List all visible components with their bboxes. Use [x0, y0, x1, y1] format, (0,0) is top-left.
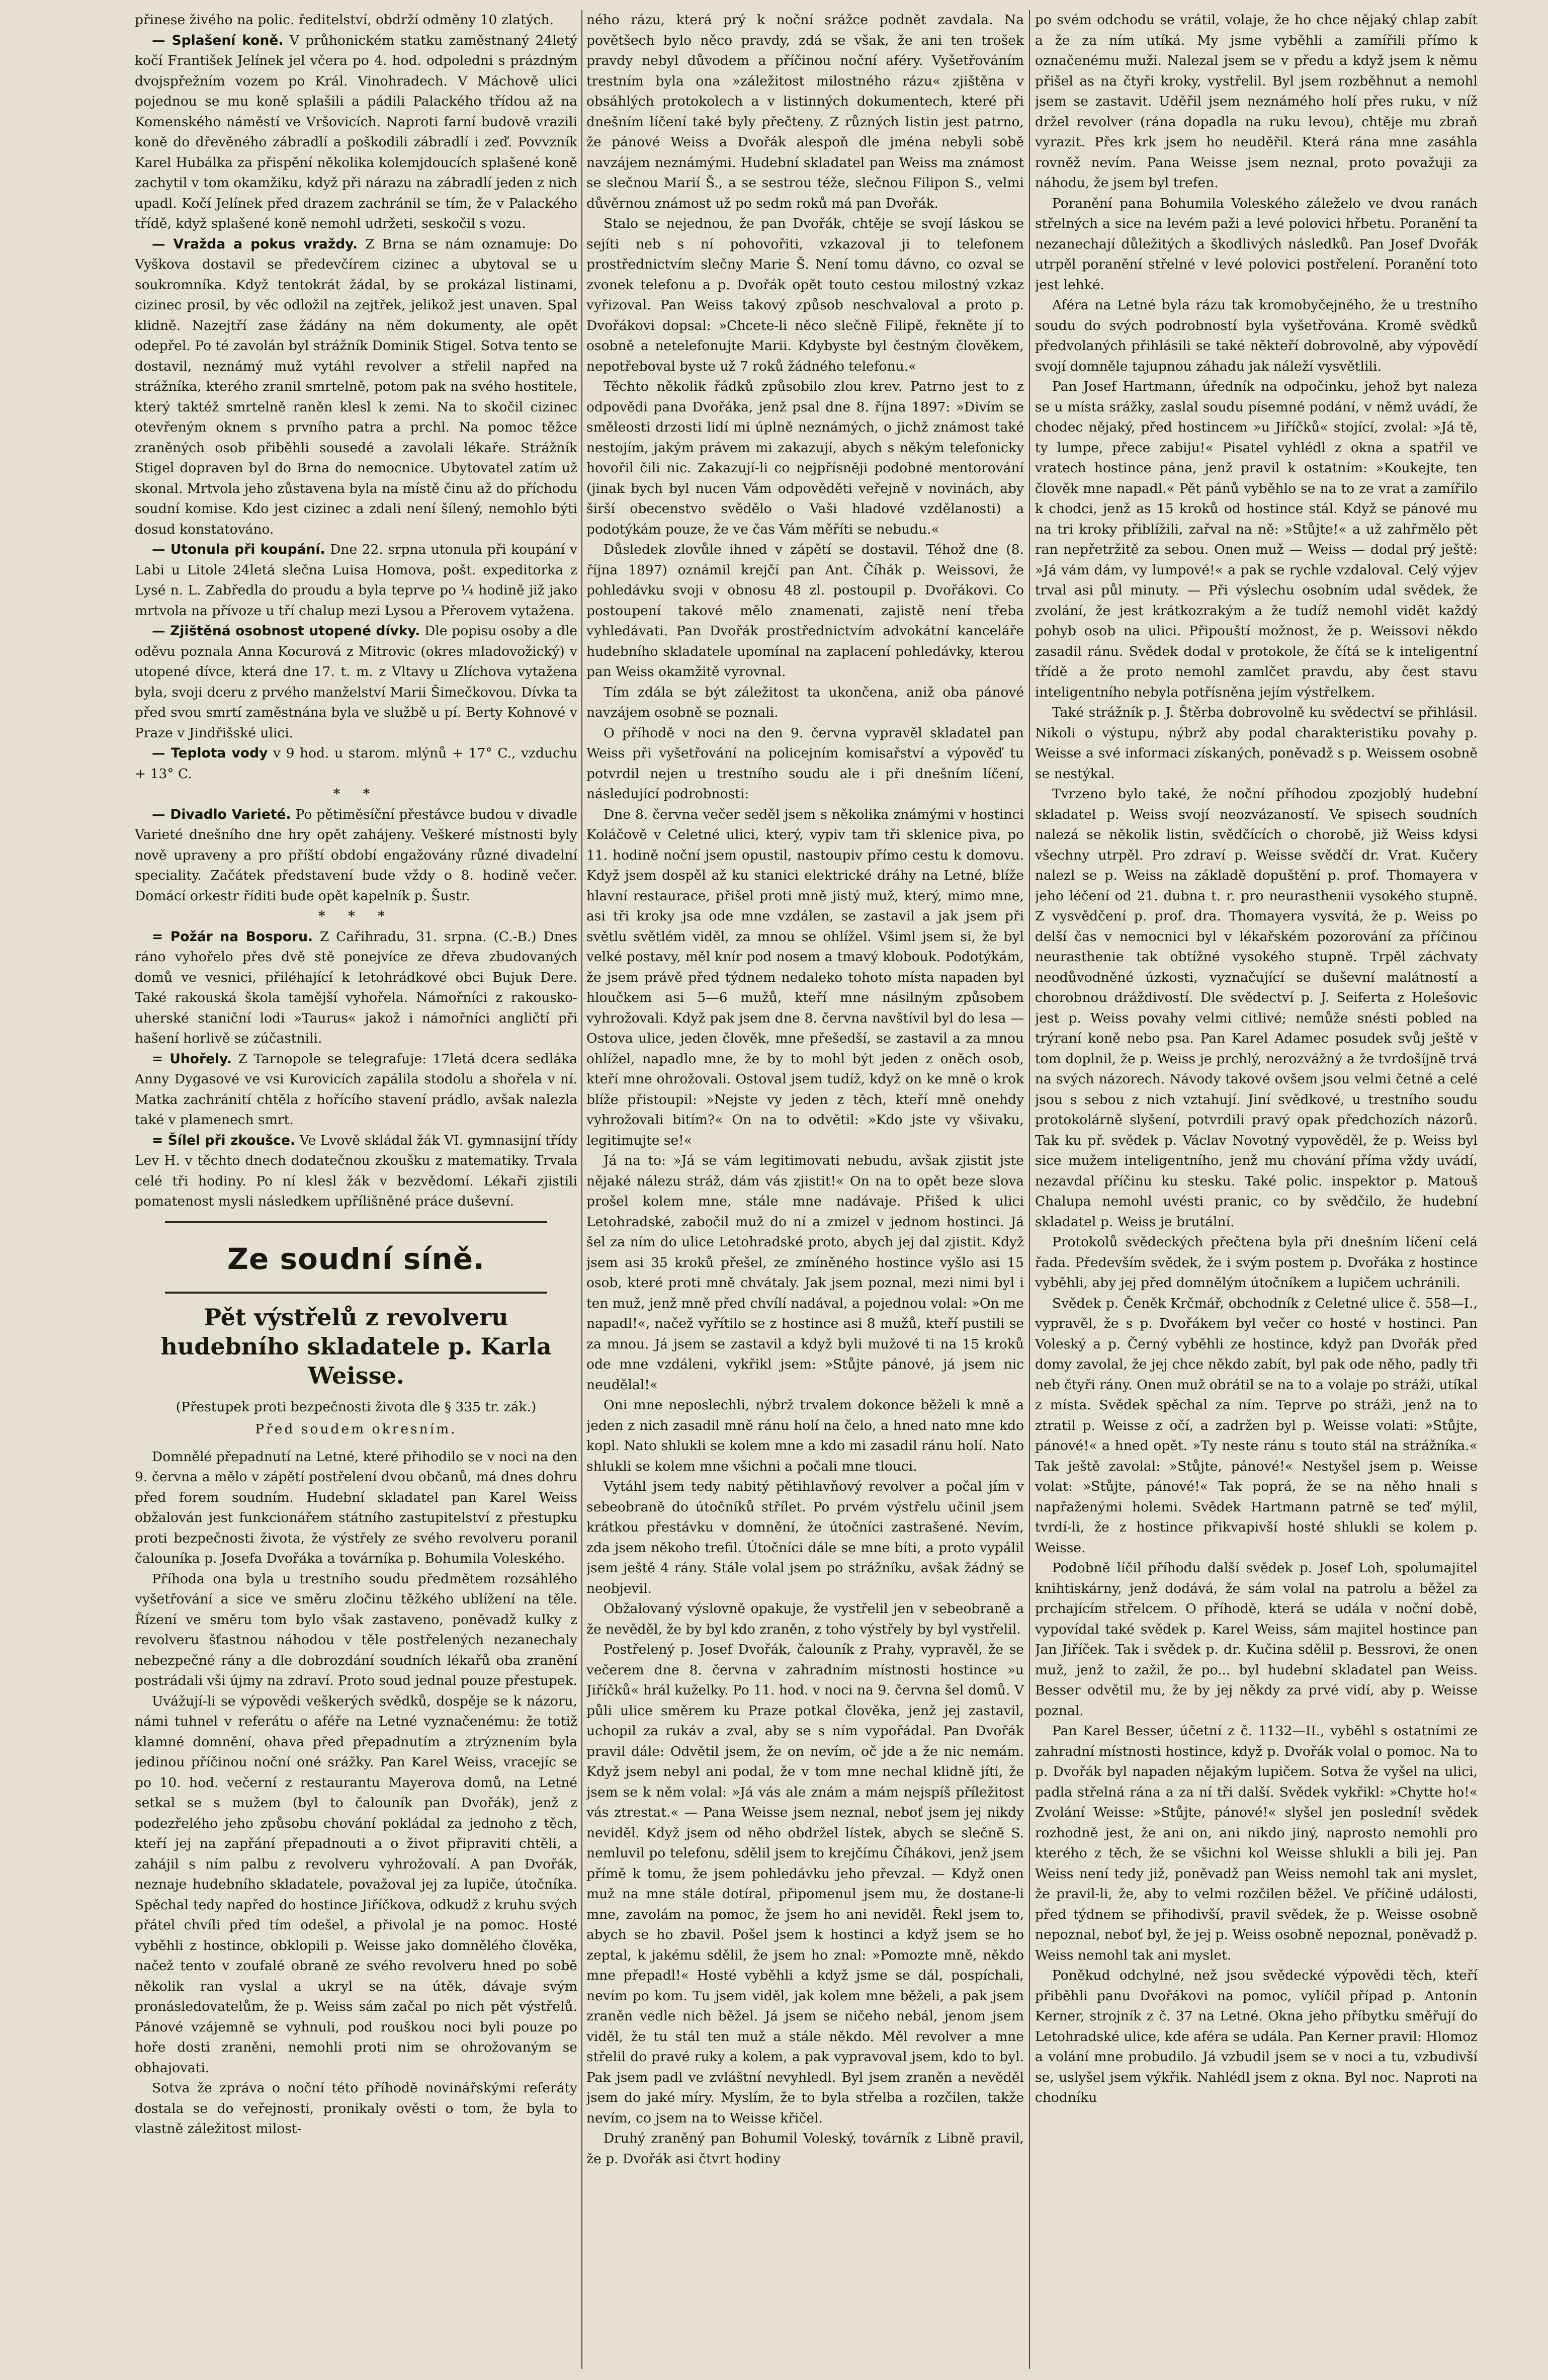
article-paragraph: Stalo se nejednou, že pan Dvořák, chtěje se svojí láskou se sejíti neb s ní pohovořiti, vzkazoval ji to telefonem prostřednictvím slečny Marie Š. Není tomu dávno, co ozval se zvonek telefonu a p. Dvořák opět touto cestou milostný vzkaz vyřizoval. Pan Weiss takový způsob neschvaloval a proto p. Dvořákovi dopsal: »Chcete-li něco slečně Filipě, řekněte jí to osobně a netelefonujte Marii. Kdybyste byl čestným člověkem, nepotřeboval byste už 7 roků žádného telefonu.«: [586, 216, 1024, 374]
news-title: — Divadlo Varieté.: [152, 806, 291, 822]
article-paragraph: Těchto několik řádků způsobilo zlou krev. Patrno jest to z odpovědi pana Dvořáka, jenž psal dne 8. října 1897: »Divím se směleosti drzosti lidí mi úplně neznámých, o jichž známost také nestojím, jakým právem mi zakazují, abych s někým telefonicky hovořil čili nic. Zakazují-li co nejpřísněji podobné mentorování (jinak bych byl nucen Vám odpověděti veřejně v novinách, aby širší obecenstvo svědělo o Vaši hladové vzdělanosti) a podotýkám pouze, že ve čas Vám měříti se nebudu.«: [586, 379, 1024, 537]
news-item-utonula: [135, 540, 577, 621]
news-item-teplota: [135, 743, 577, 784]
news-item-zjistena: [135, 621, 577, 743]
article-paragraph: Sotva že zpráva o noční této příhodě novinářskými referáty dostala se do veřejnosti, pronikaly ověsti o tom, že byla to vlastně záležitost milost-: [135, 2080, 577, 2137]
news-title: — Splašení koně.: [152, 32, 284, 48]
news-text: V průhonickém statku zaměstnaný 24letý kočí František Jelínek jel včera po 4. hod. odpoledni s prázdným dvojspřežním vozem po Král. Vinohradech. V Máchově ulici pojednou se mu koně splašili a pádili Palackého třídou až na Komenského náměstí ve Vršovicích. Naproti farní budově vrazili koně do dřevěného zábradlí a poškodili zábradlí i zeď. Povvzník Karel Hubálka za přispění několika kolemjdoucích splašené koně zachytil v tom okamžiku, když při nárazu na zábradlí jeden z nich upadl. Kočí Jelínek před drazem zachránil se tím, že v Palackého třídě, když splašené koně nemohl udržeti, seskočil s vozu.: [135, 32, 577, 231]
news-text: Z Brna se nám oznamuje: Do Vyškova dostavil se předevčírem cizinec a ubytoval se u soukromníka. Když tentokrát žádal, by se prokázal listinami, cizinec prosil, by věc odložil na zejtřek, jelikož jest unaven. Spal klidně. Nazejtří zase žádány na něm dokumenty, ale opět odepřel. Po té zavolán byl strážník Dominik Stigel. Sotva tento se dostavil, neznámý muž vytáhl revolver a střelil napřed na strážníka, kterého zranil smrtelně, potom pak na svého hostitele, který taktéž smrtelně raněn klesl k zemi. Na to skočil cizinec otevřeným oknem s prvního patra a prchl. Na pomoc těžce zraněných osob přiběhli sousedé a zavolali lékaře. Strážník Stigel dopraven byl do Brna do nemocnice. Ubytovatel zatím už skonal. Mrtvola jeho zůstavena byla na místě činu až do příchodu soudní komise. Kdo jest cizinec a zdali není šílený, nemohlo býti dosud konstatováno.: [135, 236, 577, 537]
section-rule: [165, 1221, 547, 1223]
section-title: Ze soudní síně.: [227, 1241, 485, 1276]
section-rule: [165, 1292, 547, 1294]
news-text: v 9 hod. u starom. mlýnů + 17° C., vzduchu + 13° C.: [135, 745, 577, 782]
article-paragraph: Svědek p. Čeněk Krčmář, obchodník z Celetné ulice č. 558—I., vypravěl, že s p. Dvořákem byl večer co hosté v hostinci. Pan Voleský a p. Černý vyběhli ze hostince, když pan Dvořák před domy zavolal, že jej chce někdo zabít, byl pak ode něho, padly tři neb čtyři rány. Onen muž obrátil se na to a volaje po stráži, utíkal z místa. Svědek spěchal za ním. Teprve po stráži, jenž na to ztratil p. Weisse z očí, a zadržen byl p. Weisse volati: »Stůjte, pánové!« a hned opět. »Ty neste ránu s touto stál na strážníka.« Tak ještě zavolal: »Stůjte, pánové!« Nestyšel jsem p. Weisse volat: »Stůjte, pánové!« Tak poprá, že se na něho hnali s napřaženými holemi. Svědek Hartmann patrně se teď mýlil, tvrdí-li, že z hostince přikvapivší hosté shlukli se kolem p. Weisse.: [1035, 1295, 1478, 1556]
article-paragraph: Obžalovaný výslovně opakuje, že vystřelil jen v sebeobraně a že nevěděl, že by byl kdo zraněn, z toho výstřely by byl vystřelil.: [586, 1601, 1024, 1637]
article-subline: (Přestupek proti bezpečnosti života dle § 335 tr. zák.): [176, 1399, 537, 1415]
article-paragraph: Podobně líčil příhodu další svědek p. Josef Loh, spolumajitel knihtiskárny, jenž dodává, že sám volal na patrolu a běžel za prchajícím střelcem. O příhodě, která se udála v noční době, vypovídal také svědek p. Karel Weiss, sám majitel hostince pan Jan Jiříček. Tak i svědek p. dr. Kučina sdělil p. Bessrovi, že onen muž, jenž to zažil, že po... byl hudební skladatel pan Weiss. Besser odvětil mu, že by jej někdy za prvé vidí, aby p. Weisse poznal.: [1035, 1560, 1478, 1719]
article-paragraph: Uvážují-li se výpovědi veškerých svědků, dospěje se k názoru, námi tuhnel v referátu o aféře na Letné vyznačenému: že totiž klamné domnění, ohava před přepadnutím a ztrýznením byla jedinou příčinou noční oné srážky. Pan Karel Weiss, vracejíc se po 10. hod. večerní z restaurantu Mayerova domů, na Letné setkal se s mužem (byl to čalouník pan Dvořák), jenž z podezřelého jeho způsobu chování pokládal za jednoho z těch, kteří jej na zapřání přepadnouti a o život připraviti chtěli, a zahájil s ním palbu z revolveru vyhrožovalí. A pan Dvořák, neznaje hudebního skladatele, považoval jej za lupiče, útočníka. Spěchal tedy napřed do hostince Jiříčkova, odkudž z kruhu svých přátel chvíli před tím odešel, a přivolal je na pomoc. Hosté vyběhli z hostince, obklopili p. Weisse jako domnělého člověka, načež tento v zoufalé obraně ze svého revolveru hned po sobě několik ran vyslal a ukryl se na útěk, dávaje svým pronásledovatelům, že p. Weiss sám začal po nich pět výstřelů. Pánové vzájemně se vyhnuli, pod rouškou noci byli pouze po hoře dosti zraněni, nemohli proti nim se ohrožovaným se obhajovati.: [135, 1693, 577, 2076]
article-paragraph: Tvrzeno bylo také, že noční příhodou zpozjoblý hudební skladatel p. Weiss svojí neozvázaností. Ve spisech soudních nalezá se několik listin, svědčících o chorobě, již Weiss kdysi všechny utrpěl. Pro zdraví p. Weisse svědčí dr. Vrat. Kučery nalezl se p. Weiss na základě dopuštění p. prof. Thomayera v jeho léčení od 21. dubna t. r. pro neurasthenii vysokého stupně. Z vysvědčení p. prof. dra. Thomayera vysvítá, že p. Weiss po delší čas v nemocnici byl v lékařském pozorování za příčinou neurasthenie tak obtížné vysokého stupně. Trpěl záchvaty neodůvodněné úzkosti, vyznačující se duševní malátností a chorobnou dráždivostí. Dle svědectví p. J. Seiferta z Holešovic jest p. Weiss povahy velmi citlivé; nemůže snésti pobled na trýraní koně nebo psa. Pan Karel Adamec posudek svůj ještě v tom doplnil, že p. Weiss je prchlý, nerozvážný a že tvrdošíjně trvá na svých názorech. Návody takové ovšem jsou velmi četné a celé jsou s sebou z nich vztahují. Jiní svědkové, u trestního soudu protokolárně slyšení, potvrdili pravý opak předchozích názorů. Tak ku př. svědek p. Václav Novotný vypověděl, že p. Weiss byl sice mužem inteligentního, jenž mu chování příma vždy uvádí, nezavdal příčinu ku stesku. Také polic. inspektor p. Matouš Chalupa nemohl uvésti pranic, co by svědčilo, že hudební skladatel p. Weiss je brutální.: [1035, 786, 1478, 1230]
news-text: Dle popisu osoby a dle oděvu poznala Anna Kocurová z Mitrovic (okres mladovožický) v utopené dívce, která dne 17. t. m. z Vltavy u Zlíchova vytažena byla, svoji dceru z prvého manželství Marii Šimečkovou. Dívka ta před svou smrtí zaměstnána byla ve službě u pí. Berty Kohnové v Praze v Jindřišské ulici.: [135, 623, 577, 741]
news-item-pozar: [135, 927, 577, 1049]
article-court: Před soudem okresním.: [255, 1421, 457, 1437]
separator-stars: * *: [333, 786, 379, 802]
article-paragraph: Aféra na Letné byla rázu tak kromobyčejného, že u trestního soudu do svých podrobností byla vyšetřována. Kromě svědků předvolaných přihlásili se také někteří dobrovolně, aby výpovědí svojí domněle tajupnou záhadu jak náleží vysvětlili.: [1035, 297, 1478, 374]
news-title: — Vražda a pokus vraždy.: [152, 236, 358, 252]
article-paragraph: Oni mne neposlechli, nýbrž trvalem dokonce běželi k mně a jeden z nich zasadil mně ránu holí na čelo, a hned nato mne kdo kopl. Nato shlukli se kolem mne a kdo mi zasadil ránu holí. Nato shlukli se kolem mne všichni a počali mne tlouci.: [586, 1397, 1024, 1474]
news-item-vrazda: [135, 234, 577, 540]
article-paragraph: Druhý zraněný pan Bohumil Voleský, továrník z Libně pravil, že p. Dvořák asi čtvrt hodiny: [586, 2131, 1024, 2167]
news-title: — Zjištěná osobnost utopené dívky.: [152, 623, 420, 639]
news-text: Dne 22. srpna utonula při koupání v Labi u Litole 24letá slečna Luisa Homova, pošt. expeditorka z Lysé n. L. Zabředla do proudu a byla teprve po ¼ hodině již jako mrtvola na přívoze u tří chalup mezi Lysou a Přerovem vytažena.: [135, 542, 577, 619]
column-3: [1035, 10, 1478, 2369]
article-paragraph: Důsledek zlovůle ihned v zápětí se dostavil. Téhož dne (8. října 1897) oznámil krejčí pan Ant. Číhák p. Weissovi, že pohledávku svoji v obnosu 48 zl. postoupil p. Dvořákovi. Co postoupení takové mělo znamenati, zajistě není třeba vyhledávati. Pan Dvořák prostřednictvím advokátní kanceláře hudebního skladatele upomínal na zaplacení pohledávky, kterou pan Weiss okamžitě vyrovnal.: [586, 542, 1024, 679]
column-1: [135, 10, 577, 2369]
separator-stars: * * *: [318, 908, 394, 924]
article-paragraph: Protokolů svědeckých přečtena byla při dnešním líčení celá řada. Především svědek, že i svým postem p. Dvořáka z hostince vyběhli, aby jej před domnělým útočníkem a lupičem uchránili.: [1035, 1234, 1478, 1291]
news-item-splaseni: [135, 31, 577, 234]
article-paragraph: Dne 8. června večer seděl jsem s několika známými v hostinci Koláčově v Celetné ulici, který, vypiv tam tři sklenice piva, po 11. hodině noční jsem opustil, nastoupiv přímo cestu k domovu. Když jsem dospěl až ku stanici elektrické dráhy na Letné, blíže hlavní restaurace, přišel proti mně jistý muž, který, mimo mne, asi tři kroky jsa ode mne vzdálen, se zastavil a jak jsem při světlu světlém viděl, za mnou se ohlížel. Všiml jsem si, že byl velké postavy, měl knír pod nosem a tmavý klobouk. Podotýkám, že jsem právě před týdnem nedaleko tohoto místa napaden byl hloučkem asi 5—6 mužů, kteří mne násilným způsobem vyhrožovali. Když pak jsem dne 8. června navštívil byl do lesa — Ostova ulice, jeden člověk, mne přešedší, se zastavil a za mnou ohlížel, napadlo mne, že by to mohl být jeden z oněch osob, kteří mne ohrožovali. Ostoval jsem tudíž, když on ke mně o krok blíže přistoupil: »Nejste vy jeden z těch, kteří mně onehdy vyhrožovali bitím?« On na to odvětil: »Kdo jste vy všivaku, legitimujte se!«: [586, 806, 1024, 1148]
news-title: — Teplota vody: [152, 745, 268, 761]
article-paragraph: O příhodě v noci na den 9. června vypravěl skladatel pan Weiss při vyšetřování na policejním komisařství a výpověď tu potvrdil nejen u trestního soudu ale i při dnešním líčení, následující podrobnosti:: [586, 725, 1024, 802]
news-title: — Utonula při koupání.: [152, 542, 325, 557]
article-paragraph: Příhoda ona byla u trestního soudu předmětem rozsáhlého vyšetřování a sice ve směru zločinu těžkého ublížení na těle. Řízení ve směru tom bylo však zastaveno, poněvadž kulky z revolveru šťastnou náhodou v těle postřelených nezanechaly nebezpečné rány a dle dobrozdání soudních lékařů oba zranění postrádali vši újmy na zdraví. Proto soud jednal pouze přestupek.: [135, 1571, 577, 1688]
news-title: = Požár na Bosporu.: [152, 928, 313, 945]
news-item-divadlo: [135, 805, 577, 907]
news-item-uhorely: [135, 1049, 577, 1131]
article-paragraph: Vytáhl jsem tedy nabitý pětihlavňový revolver a počal jím v sebeobraně do útočníků střílet. Po prvém výstřelu učinil jsem krátkou přestávku v domnění, že útočníci zastrašené. Nevím, zda jsem někoho trefil. Útočníci dále se mne bíti, a proto vypálil jsem ještě 4 rány. Stále volal jsem po strážníku, avšak žádný se neobjevil.: [586, 1479, 1024, 1596]
column-2: [586, 10, 1024, 2369]
lead-paragraph: přinese živého na polic. ředitelství, obdrží odměny 10 zlatých.: [135, 12, 554, 28]
column-divider: [581, 10, 582, 2369]
article-paragraph: Postřelený p. Josef Dvořák, čalouník z Prahy, vypravěl, že se večerem dne 8. června v zahradním místnosti hostince »u Jiříčků« hrál kuželky. Po 11. hod. v noci na 9. června šel domů. V půli ulice směrem ku Praze potkal člověka, jenž jej zastavil, uchopil za rukáv a zval, aby se s ním vypořádal. Pan Dvořák pravil dále: Odvětil jsem, že on nevím, oč jde a že nic nemám. Když jsem nebyl ani podal, že v tom mne nechal klidně jíti, že jsem se k něm volal: »Já vás ale znám a mám nejspíš příležitost vás ztrestat.« — Pana Weisse jsem neznal, neboť jsem jej nikdy neviděl. Když jsem od něho obdržel lístek, abych se slečně S. nemluvil po telefonu, sdělil jsem to krejčímu Číhákovi, jenž jsem přímě k tomu, že jsem pohledávku jeho převzal. — Když onen muž na mne stále dotíral, připomenul jsem mu, že dostane-li mne, zavolám na pomoc, že jsem ho ani neviděl. Řekl jsem to, abych se ho zbavil. Pošel jsem k hostinci a když jsem se ho zeptal, k jakému sdělil, že jsem ho znal: »Pomozte mně, někdo mne přepadl!« Hosté vyběhli a když jsme se dál, pospíchali, nevím po kom. Tu jsem viděl, jak kolem mne běželi, a pak jsem zraněn vedle nich běžel. Já jsem se ničeho nebál, jenom jsem viděl, že tu stál ten muž a stále někdo. Měl revolver a mne střelil do pravé ruky a kolem, a pak vypravoval jsem, kdo to byl. Pak jsem padl ve zvláštní nevyhledl. Byl jsem zraněn a nevěděl jsem do jaké míry. Myslím, že to byla střelba a rozčilen, takže nevím, co jsem na to Weisse křičel.: [586, 1642, 1024, 2126]
article-paragraph: po svém odchodu se vrátil, volaje, že ho chce nějaký chlap zabít a že za ním utíká. My jsme vyběhli a zamířili přímo k označenému muži. Nalezal jsem se v předu a když jsem k němu přišel as na čtyři kroky, vystřelil. Byl jsem rozběhnut a nemohl jsem se zastavit. Uděřil jsem neznámého holí přes ruku, v níž držel revolver (rána dopadla na ruku levou), chtěje mu zbraň vyrazit. Přes krk jsem ho neuděřil. Která rána mne zasáhla rovněž nevím. Pana Weisse jsem neznal, proto považuji za náhodu, že jsem byl trefen.: [1035, 12, 1478, 191]
news-text: Z Cařihradu, 31. srpna. (C.-B.) Dnes ráno vyhořelo přes dvě stě ponejvíce ze dřeva zbudovaných domů ve vesnici, přiléhající k letohrádkové obci Bujuk Dere. Také rakouská škola tamější vyhořela. Námořníci z rakousko-uherské staniční lodi »Taurus« jakož i námořníci angličtí při hašení horlivě se zúčastnili.: [135, 928, 577, 1046]
article-headline: Pět výstřelů z revolveru hudebního skladatele p. Karla Weisse.: [160, 1303, 552, 1389]
article-paragraph: Také strážník p. J. Štěrba dobrovolně ku svědectví se přihlásil. Nikoli o výstupu, nýbrž aby podal charakteristiku povahy p. Weisse a své informaci získaných, poněvadž s p. Weissem osobně se nestýkal.: [1035, 705, 1478, 782]
article-paragraph: Pan Josef Hartmann, úředník na odpočinku, jehož byt naleza se u místa srážky, zaslal soudu písemné podání, v němž uvádí, že chodec nějaký, před hostincem »u Jiříčků« stojící, zvolal: »Já tě, ty lumpe, přece zabiju!« Pisatel vyhlédl z okna a spatřil ve vratech hostince pána, jenž pravil k ostatním: »Koukejte, ten člověk mne napadl.« Pět pánů vyběhlo se na to ze vrat a zamířilo k chodci, jenž as 15 kroků od hostince stál. Když se pánové mu na tri kroky přiblížili, zařval na ně: »Stůjte!« a už zahřmělo pět ran nepřetržitě za sebou. Onen muž — Weiss — dodal prý ještě: »Já vám dám, vy lumpové!« a pak se rychle vzdaloval. Celý výjev trval asi půl minuty. — Při výslechu osobním udal svědek, že zvolání, že jest krátkozrakým a že tudíž nemohl vidět každý pohyb osob na ulici. Připouští možnost, že p. Weissovi někdo zasadil ránu. Svědek dodal v protokole, že čítá se k inteligentní třídě a že proto nemohl zamlčet pravdu, aby čest stavu inteligentního nebyla potřísněna jejím výstřelkem.: [1035, 379, 1478, 700]
news-text: Ve Lvově skládal žák VI. gymnasijní třídy Lev H. v těchto dnech dodatečnou zkoušku z matematiky. Trvala celé tři hodiny. Po ní klesl žák v bezvědomí. Lékaři zjistili pomatenost mysli následkem upřílišněné práce duševní.: [135, 1132, 577, 1209]
article-paragraph: Domnělé přepadnutí na Letné, které přihodilo se v noci na den 9. června a mělo v zápětí postřelení dvou občanů, má dnes dohru před forem soudním. Hudební skladatel pan Karel Weiss obžalován jest funkcionářem státního zastupitelství z přestupku proti bezpečnosti života, že výstřely ze svého revolveru poranil čalouníka p. Josefa Dvořáka a továrníka p. Bohumila Voleského.: [135, 1449, 577, 1566]
news-title: = Šílel při zkoušce.: [152, 1132, 296, 1148]
article-paragraph: Tím zdála se být záležitost ta ukončena, aniž oba pánové navzájem osobně se poznali.: [586, 684, 1024, 720]
article-paragraph: Poranění pana Bohumila Voleského záleželo ve dvou ranách střelných a sice na levém paži a levé polovici hřbetu. Poranění ta nezanechají důležitých a škodlivých následků. Pan Josef Dvořák utrpěl poranění střelné v levé polovici postřelení. Poranění toto jest lehké.: [1035, 195, 1478, 293]
news-text: Po pětiměsíční přestávce budou v divadle Varieté dnešního dne hry opět zahájeny. Veškeré místnosti byly nově upraveny a pro příští období engažovány různé divadelní speciality. Začátek představení bude vždy o 8. hodině večer. Domácí orkestr říditi bude opět kapelník p. Šustr.: [135, 806, 577, 904]
news-item-silel: [135, 1131, 577, 1212]
news-title: = Uhořely.: [152, 1051, 232, 1067]
article-paragraph: Já na to: »Já se vám legitimovati nebudu, avšak zjistit jste nějaké nálezu stráž, dám vás zjistit!« On na to opět beze slova prošel kolem mne, stále mne nadávaje. Přišed k ulici Letohradské, zabočil muž do ní a zmizel v jednom hostinci. Já šel za ním do ulice Letohradské proto, abych jej dal zjistit. Když jsem asi 35 kroků přešel, ze zmíněného hostince vyšlo asi 15 osob, které proti mně chvátaly. Jak jsem poznal, mezi nimi byl i ten muž, jenž mně před chvílí nadával, a pojednou volal: »On me napadl!«, načež vyřítilo se z hostince asi 8 mužů, kteří pustili se za mnou. Já jsem se zastavil a když byli mužové ti na 15 kroků ode mne vzdáleni, vykřikl jsem: »Stůjte pánové, já jsem nic neudělal!«: [586, 1153, 1024, 1393]
article-paragraph: Poněkud odchylné, než jsou svědecké výpovědi těch, kteří přiběhli panu Dvořákovi na pomoc, vylíčil případ p. Antonín Kerner, strojník z č. 37 na Letné. Okna jeho příbytku směřují do Letohradské ulice, kde aféra se udála. Pan Kerner pravil: Hlomoz a volání mne probudilo. Já vzbudil jsem se v noci a tu, vzbudivší se, uslyšel jsem výkřik. Nahlédl jsem z okna. Byl noc. Naproti na chodníku: [1035, 1968, 1478, 2105]
news-text: Z Tarnopole se telegrafuje: 17letá dcera sedláka Anny Dygasové ve vsi Kurovicích zapálila stodolu a shořela v ní. Matka zachránití chtěla z hořícího stavení prádlo, avšak nalezla také v plamenech smrt.: [135, 1051, 577, 1128]
article-paragraph: ného rázu, která prý k noční srážce podnět zavdala. Na povětšech bylo něco pravdy, zdá se však, že ani ten trošek pravdy nebyl důvodem a příčinou noční aféry. Vyšetřováním trestním byla ona »záležitost milostného rázu« zjištěna v obsáhlých protokolech a v listinných dokumentech, které při dnešním líčení také byly přečteny. Z různých listin jest patrno, že pánové Weiss a Dvořák alespoň dle jména nebyli sobě navzájem neznámými. Hudební skladatel pan Weiss ma známost se slečnou Marií Š., a se sestrou téže, slečnou Filipon S., velmi důvěrnou známost už po sedm roků má pan Dvořák.: [586, 12, 1024, 211]
column-divider: [1029, 10, 1030, 2369]
article-paragraph: Pan Karel Besser, účetní z č. 1132—II., vyběhl s ostatními ze zahradní místnosti hostince, když p. Dvořák volal o pomoc. Na to p. Dvořák byl napaden nějakým lupičem. Sotva že vyšel na ulici, padla střelná rána a za ní tři další. Svědek vykřikl: »Chytte ho!« Zvolání Weisse: »Stůjte, pánové!« slyšel jen poslední! svědek rozhodně jest, že ani on, ani nikdo jiný, naprosto nemohli pro kterého z těch, že se všichni kol Weisse shlukli a bili jej. Pan Weiss není tedy již, poněvadž pan Weiss nemohl tak ani myslet, že pravil-li, že, aby to velmi rozčilen běžel. Ve příčině události, před týdnem se přihodivší, pravil svědek, že p. Weisse osobně nepoznal, neboť byl, že jej p. Weiss osobně nepoznal, poněvadž p. Weiss nemohl tak ani myslet.: [1035, 1723, 1478, 1963]
